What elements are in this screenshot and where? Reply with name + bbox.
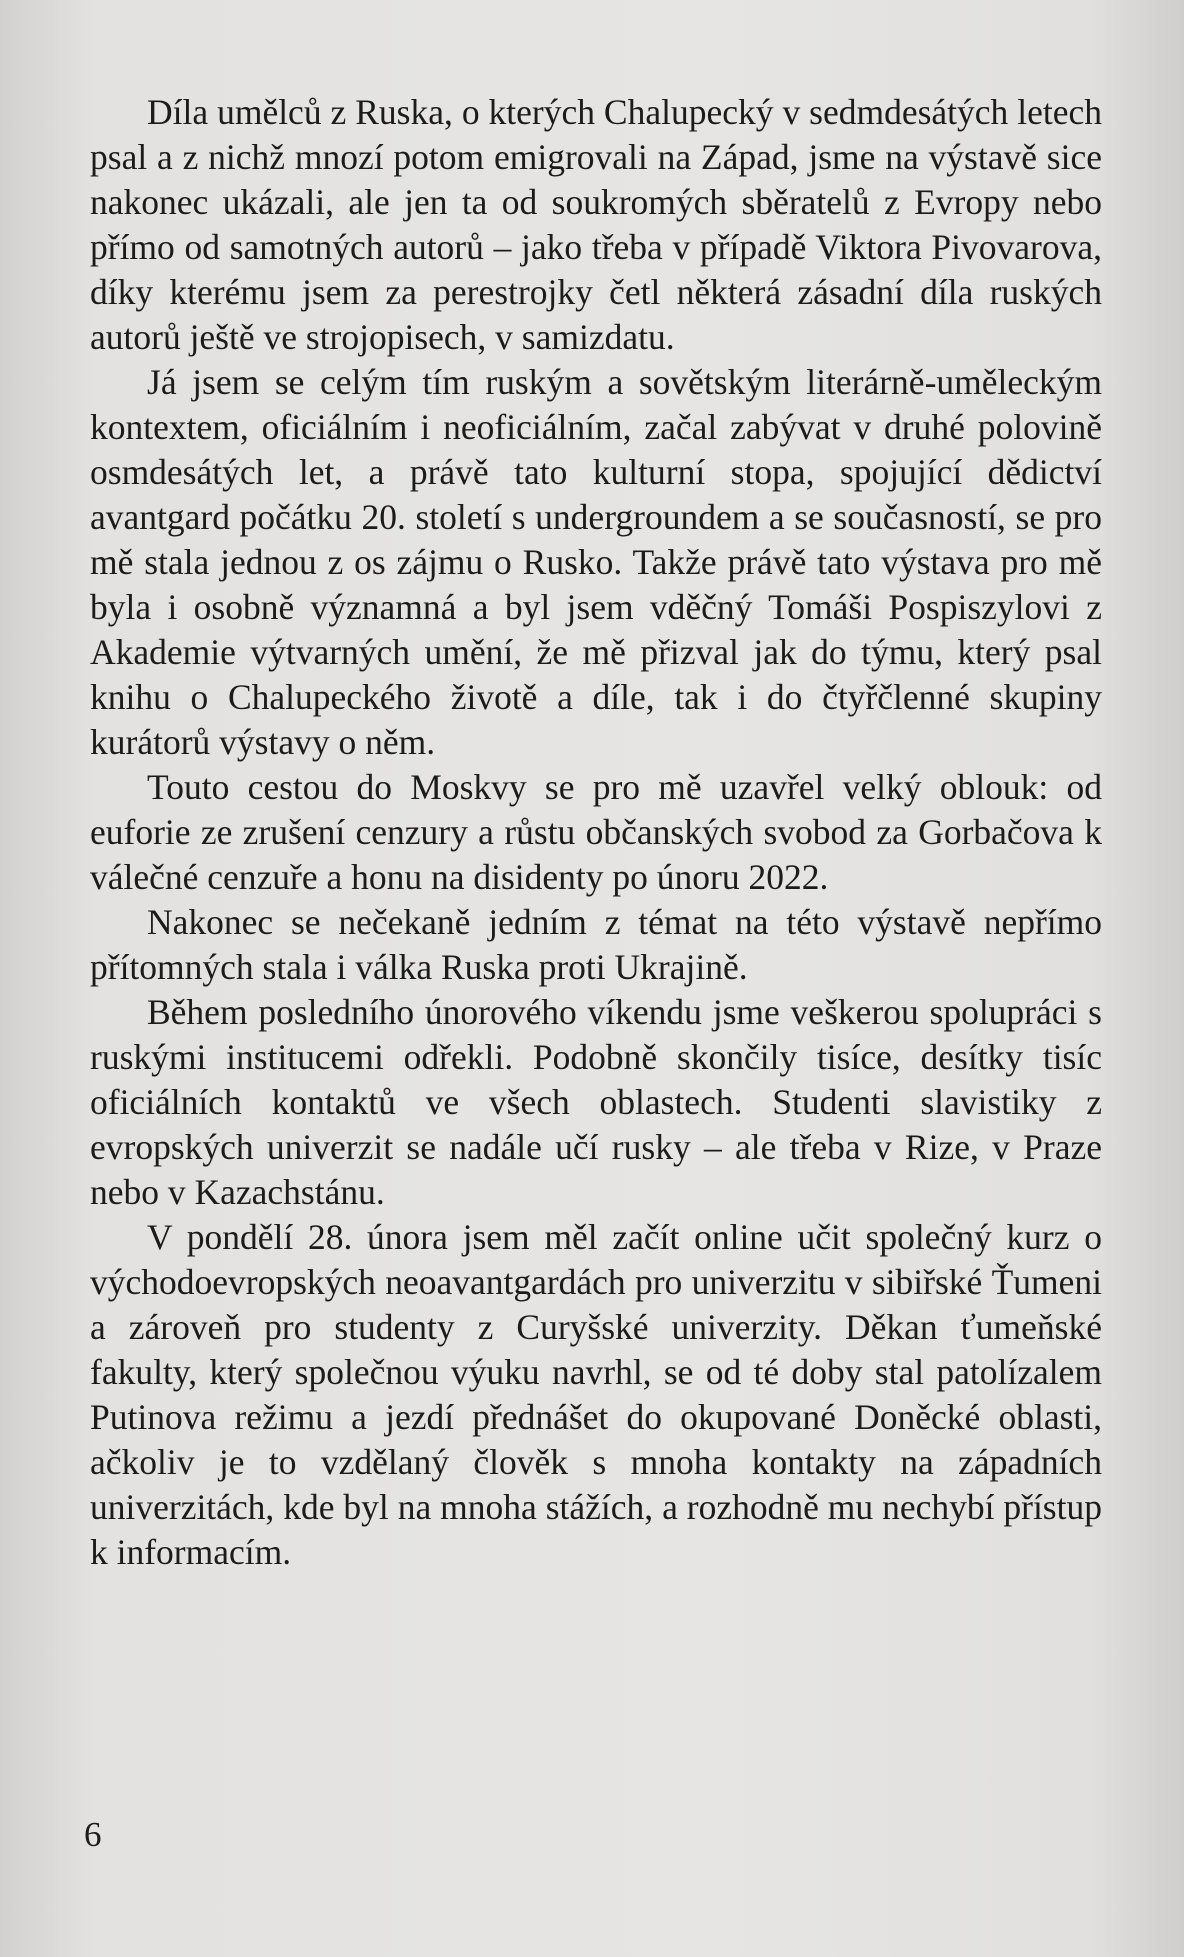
paragraph-4: Nakonec se nečekaně jedním z témat na této výstavě nepřímo přítomných stala i válka Ruska proti Ukrajině. — [90, 902, 1102, 987]
paragraph-6: V pondělí 28. února jsem měl začít online učit společný kurz o východoevropských neoavantgardách pro univerzitu v sibiřské Ťumeni a zároveň pro studenty z Curyšské univerzity. Děkan ťumeňské fakulty, který společnou výuku navrhl, se od té doby stal patolízalem Putinova režimu a jezdí přednášet do okupované Doněcké oblasti, ačkoliv je to vzdělaný člověk s mnoha kontakty na západních univerzitách, kde byl na mnoha stážích, a rozhodně mu nechybí přístup k informacím. — [90, 1217, 1102, 1572]
paragraph-2: Já jsem se celým tím ruským a sovětským literárně-uměleckým kontextem, oficiálním i neoficiálním, začal zabývat v druhé polovině osmdesátých let, a právě tato kulturní stopa, spojující dědictví avantgard počátku 20. století s undergroundem a se současností, se pro mě stala jednou z os zájmu o Rusko. Takže právě tato výstava pro mě byla i osobně významná a byl jsem vděčný Tomáši Pospiszylovi z Akademie výtvarných umění, že mě přizval jak do týmu, který psal knihu o Chalupeckého životě a díle, tak i do čtyřčlenné skupiny kurátorů výstavy o něm. — [90, 362, 1102, 762]
paragraph-3: Touto cestou do Moskvy se pro mě uzavřel velký oblouk: od euforie ze zrušení cenzury a růstu občanských svobod za Gorbačova k válečné cenzuře a honu na disidenty po únoru 2022. — [90, 767, 1102, 897]
paragraph-5: Během posledního únorového víkendu jsme veškerou spolupráci s ruskými institucemi odřekli. Podobně skončily tisíce, desítky tisíc oficiálních kontaktů ve všech oblastech. Studenti slavistiky z evropských univerzit se nadále učí rusky – ale třeba v Rize, v Praze nebo v Kazachstánu. — [90, 992, 1102, 1212]
paragraph-1: Díla umělců z Ruska, o kterých Chalupecký v sedmdesátých letech psal a z nichž mnozí potom emigrovali na Západ, jsme na výstavě sice nakonec ukázali, ale jen ta od soukromých sběratelů z Evropy nebo přímo od samotných autorů – jako třeba v případě Viktora Pivovarova, díky kterému jsem za perestrojky četl některá zásadní díla ruských autorů ještě ve strojopisech, v samizdatu. — [90, 92, 1102, 357]
body-text — [90, 90, 1102, 1575]
page-number: 6 — [84, 1815, 102, 1854]
